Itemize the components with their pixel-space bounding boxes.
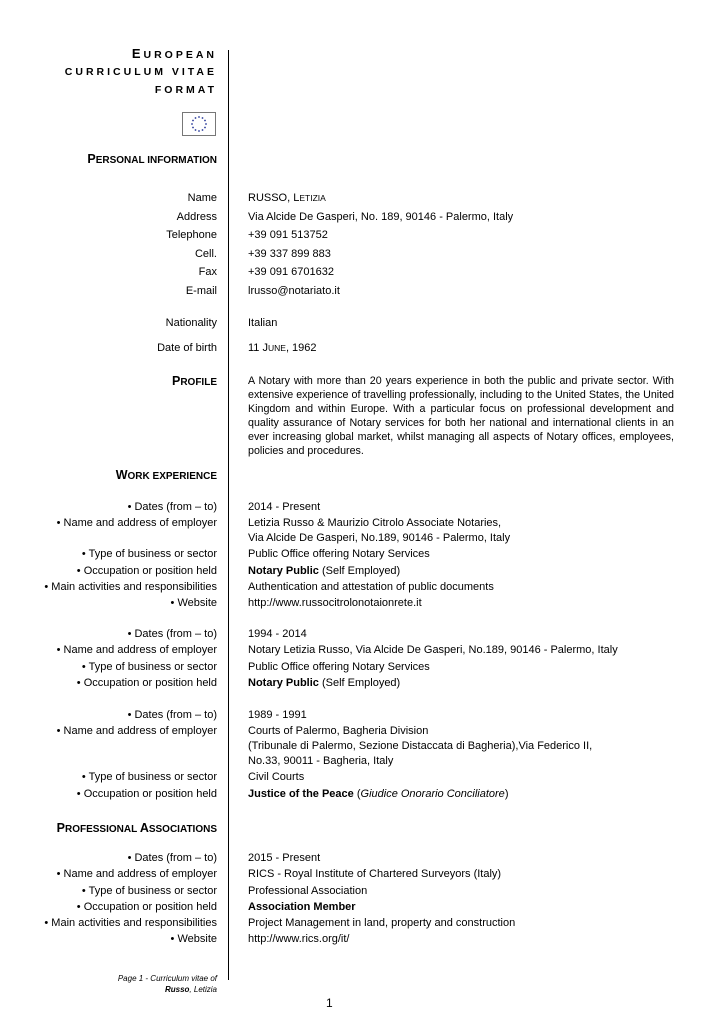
job1-occupation-label: • Occupation or position held xyxy=(76,565,217,577)
assoc-website-label: • Website xyxy=(170,933,217,945)
job2-occupation: Notary Public (Self Employed) xyxy=(248,677,401,689)
profile-text: A Notary with more than 20 years experience in both the public and private sector. With extensive experience of travelling professionally, including to the United States, the United Kingdom and within Europe. With a particular focus on professional development and quality assurance of Notary services for both her national and international clients in an ever increasing global market, whilst managing all aspects of Notary offices, employees, policies and procedures. xyxy=(248,375,674,457)
assoc-employer: RICS - Royal Institute of Chartered Surveyors (Italy) xyxy=(248,868,502,880)
job3-dates: 1989 - 1991 xyxy=(248,709,307,721)
job3-occupation-label: • Occupation or position held xyxy=(76,788,217,800)
eu-stars-icon xyxy=(183,113,215,135)
assoc-activities-label: • Main activities and responsibilities xyxy=(44,917,217,929)
job1-occupation: Notary Public (Self Employed) xyxy=(248,565,401,577)
job2-occupation-label: • Occupation or position held xyxy=(76,677,217,689)
section-work-experience: WORK EXPERIENCE xyxy=(115,468,217,482)
email-value: lrusso@notariato.it xyxy=(248,285,340,297)
address-value: Via Alcide De Gasperi, No. 189, 90146 - Palermo, Italy xyxy=(248,211,514,223)
section-profile: PROFILE xyxy=(171,374,217,388)
job3-employer-line2: (Tribunale di Palermo, Sezione Distaccata di Bagheria),Via Federico II, xyxy=(248,740,593,752)
assoc-employer-label: • Name and address of employer xyxy=(56,868,217,880)
assoc-activities: Project Management in land, property and construction xyxy=(248,917,516,929)
job2-dates: 1994 - 2014 xyxy=(248,628,307,640)
job3-employer-line3: No.33, 90011 - Bagheria, Italy xyxy=(248,755,394,767)
cell-value: +39 337 899 883 xyxy=(248,248,331,260)
cv-title-line3: FORMAT xyxy=(154,84,217,96)
cv-title-line2: CURRICULUM VITAE xyxy=(64,66,217,78)
assoc-business-label: • Type of business or sector xyxy=(81,885,217,897)
job1-employer-label: • Name and address of employer xyxy=(56,517,217,529)
job3-employer-label: • Name and address of employer xyxy=(56,725,217,737)
footer-line1: Page 1 - Curriculum vitae of xyxy=(117,974,217,983)
section-personal-information: PERSONAL INFORMATION xyxy=(87,152,217,166)
section-professional-associations: PROFESSIONAL ASSOCIATIONS xyxy=(56,821,217,835)
assoc-occupation: Association Member xyxy=(248,901,356,913)
assoc-dates: 2015 - Present xyxy=(248,852,321,864)
column-divider xyxy=(228,50,229,980)
job2-employer-line1: Notary Letizia Russo, Via Alcide De Gasperi, No.189, 90146 - Palermo, Italy xyxy=(248,644,618,656)
job1-dates-label: • Dates (from – to) xyxy=(127,501,217,513)
assoc-website-link[interactable]: http://www.rics.org/it/ xyxy=(248,933,350,945)
job1-business: Public Office offering Notary Services xyxy=(248,548,430,560)
fax-label: Fax xyxy=(198,266,217,278)
job3-business-label: • Type of business or sector xyxy=(81,771,217,783)
assoc-business: Professional Association xyxy=(248,885,368,897)
job1-dates: 2014 - Present xyxy=(248,501,321,513)
assoc-dates-label: • Dates (from – to) xyxy=(127,852,217,864)
job1-employer-line1: Letizia Russo & Maurizio Citrolo Associate Notaries, xyxy=(248,517,502,529)
job3-dates-label: • Dates (from – to) xyxy=(127,709,217,721)
job1-activities: Authentication and attestation of public documents xyxy=(248,581,494,593)
job2-business: Public Office offering Notary Services xyxy=(248,661,430,673)
job3-occupation: Justice of the Peace (Giudice Onorario Conciliatore) xyxy=(248,788,509,800)
page-number: 1 xyxy=(326,996,333,1010)
cell-label: Cell. xyxy=(194,248,217,260)
job1-employer-line2: Via Alcide De Gasperi, No.189, 90146 - Palermo, Italy xyxy=(248,532,511,544)
nationality-value: Italian xyxy=(248,317,278,329)
dob-label: Date of birth xyxy=(157,342,217,354)
cv-title-line1: EUROPEAN xyxy=(131,46,217,61)
assoc-occupation-label: • Occupation or position held xyxy=(76,901,217,913)
email-label: E-mail xyxy=(185,285,217,297)
telephone-label: Telephone xyxy=(166,229,217,241)
eu-flag-logo xyxy=(182,112,216,136)
job1-website-link[interactable]: http://www.russocitrolonotaionrete.it xyxy=(248,597,422,609)
job3-employer-line1: Courts of Palermo, Bagheria Division xyxy=(248,725,429,737)
job1-website-label: • Website xyxy=(170,597,217,609)
footer-line2: Russo, Letizia xyxy=(164,985,217,994)
job2-business-label: • Type of business or sector xyxy=(81,661,217,673)
job1-business-label: • Type of business or sector xyxy=(81,548,217,560)
nationality-label: Nationality xyxy=(165,317,217,329)
name-label: Name xyxy=(187,192,217,204)
dob-value: 11 JUNE, 1962 xyxy=(248,342,317,354)
fax-value: +39 091 6701632 xyxy=(248,266,334,278)
job3-business: Civil Courts xyxy=(248,771,305,783)
name-value: RUSSO, LETIZIA xyxy=(248,192,326,204)
telephone-value: +39 091 513752 xyxy=(248,229,328,241)
job2-dates-label: • Dates (from – to) xyxy=(127,628,217,640)
job1-activities-label: • Main activities and responsibilities xyxy=(44,581,217,593)
job2-employer-label: • Name and address of employer xyxy=(56,644,217,656)
address-label: Address xyxy=(176,211,217,223)
